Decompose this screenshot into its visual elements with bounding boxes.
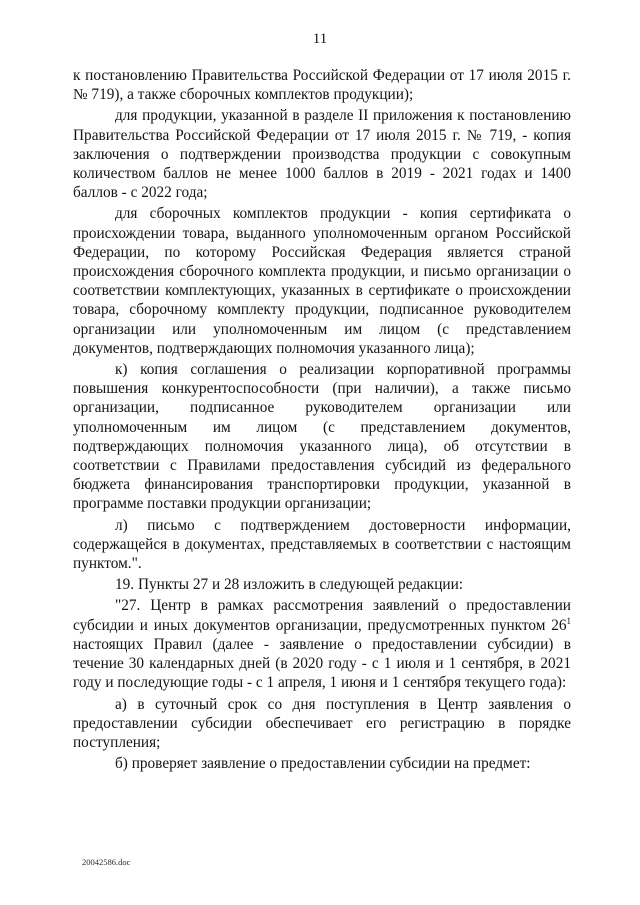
paragraph-section-ii-products: для продукции, указанной в разделе II приложения к постановлению Правительства Российской Федерации от 17 июля 2015 г. № 719, - копия заключения о подтверждении производства продукции с совокупным количеством баллов не менее 1000 баллов в 2019 - 2021 годах и 1400 баллов - с 2022 года; [73, 107, 571, 202]
paragraph-continuation: к постановлению Правительства Российской Федерации от 17 июля 2015 г. № 719), а также сборочных комплектов продукции); [73, 67, 571, 104]
paragraph-assembly-kits: для сборочных комплектов продукции - копия сертификата о происхождении товара, выданного уполномоченным органом Российской Федерации, по которому Российская Федерация является страной происхождения сборочного комплекта продукции, и письмо организации о соответствии комплектующих, указанных в сертификате о происхождении товара, сборочному комплекту продукции, подписанное руководителем организации или уполномоченным им лицом (с представлением документов, подтверждающих полномочия указанного лица); [73, 205, 571, 357]
paragraph-subitem-b: б) проверяет заявление о предоставлении субсидии на предмет: [115, 755, 531, 773]
paragraph-point-27 [73, 596, 571, 692]
point-27-text-end: настоящих Правил (далее - заявление о предоставлении субсидии) в течение 30 календарных дней (в 2020 году - с 1 июля и 1 сентября, в 2021 году и последующие годы - с 1 апреля, 1 июня и 1 сентября текущего года): [73, 635, 571, 692]
paragraph-item-l: л) письмо с подтверждением достоверности информации, содержащейся в документах, представляемых в соответствии с настоящим пунктом.". [73, 516, 571, 573]
point-27-text-start: "27. Центр в рамках рассмотрения заявлений о предоставлении субсидии и иных документов организации, предусмотренных пунктом 26 [73, 597, 571, 634]
paragraph-item-k: к) копия соглашения о реализации корпоративной программы повышения конкурентоспособности (при наличии), а также письмо организации, подписанное руководителем организации или уполномоченным им лицом (с представлением документов, подтверждающих полномочия указанного лица), об отсутствии в соответствии с Правилами предоставления субсидий из федерального бюджета финансирования транспортировки продукции, указанной в программе поставки продукции организации; [73, 361, 571, 513]
paragraph-item-19: 19. Пункты 27 и 28 изложить в следующей редакции: [115, 576, 464, 594]
point-27-superscript: 1 [566, 615, 571, 626]
document-body [73, 66, 571, 775]
document-filename: 20042586.doc [82, 857, 131, 867]
paragraph-subitem-a: а) в суточный срок со дня поступления в Центр заявления о предоставлении субсидии обеспечивает его регистрацию в порядке поступления; [73, 695, 571, 751]
page-number: 11 [312, 31, 328, 47]
